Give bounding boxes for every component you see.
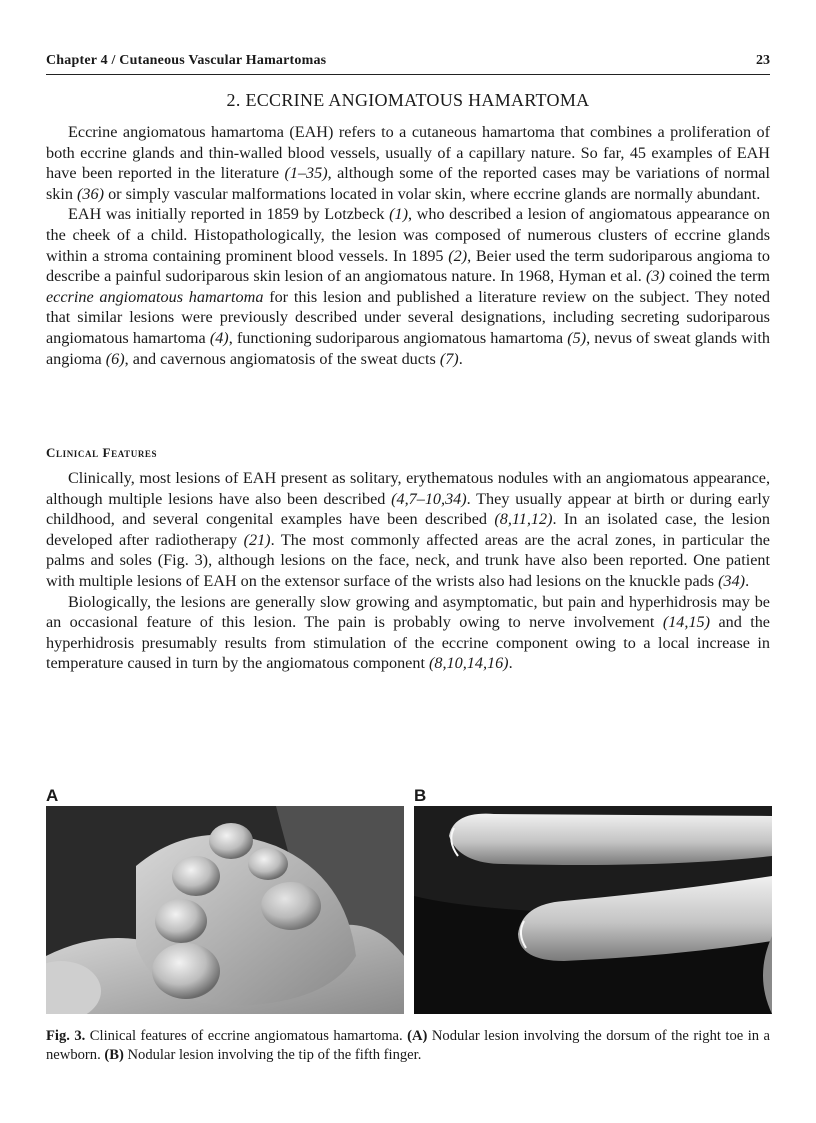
figure-photo-toes xyxy=(46,806,404,1014)
citation: (3) xyxy=(645,267,665,286)
paragraph-4: Biologically, the lesions are generally slow growing and asymptomatic, but pain and hyperhidrosis may be an occasional feature of this lesion. The pain is probably owing to nerve involvement (14,15) and the hyperhidrosis presumably results from stimulation of the eccrine component owing to a local increase in temperature caused in turn by the angiomatous component (8,10,14,16). xyxy=(46,592,770,673)
paragraph-1: Eccrine angiomatous hamartoma (EAH) refers to a cutaneous hamartoma that combines a proliferation of both eccrine glands and thin-walled blood vessels, usually of a capillary nature. So far, 45 examples of EAH have been reported in the literature (1–35), although some of the reported cases may be variations of normal skin (36) or simply vascular malformations located in volar skin, where eccrine glands are normally abundant. xyxy=(46,123,770,203)
toes-illustration xyxy=(46,806,404,1014)
citation: (1) xyxy=(389,205,408,224)
paragraph-3: Clinically, most lesions of EAH present as solitary, erythematous nodules with an angiomatous appearance, although multiple lesions have also been described (4,7–10,34). They usually appear at birth or during early childhood, and several congenital examples have been described (8,11,12). In an isolated case, the lesion developed after radiotherapy (21). The most commonly affected areas are the acral zones, in particular the palms and soles (Fig. 3), although lesions on the face, neck, and trunk have also been reported. One patient with multiple lesions of EAH on the extensor surface of the wrists also had lesions on the knuckle pads (34). xyxy=(46,469,771,590)
citation: (5) xyxy=(567,328,587,347)
citation: (14,15) xyxy=(662,613,711,632)
section-title: 2. ECCRINE ANGIOMATOUS HAMARTOMA xyxy=(226,90,590,110)
paragraph-2: EAH was initially reported in 1859 by Lotzbeck (1), who described a lesion of angiomatous appearance on the cheek of a child. Histopathologically, the lesion was composed of numerous clusters of eccrine glands within a stroma containing prominent blood vessels. In 1895 (2), Beier used the term sudoriparous angioma to describe a painful sudoriparous skin lesion of an angiomatous nature. In 1968, Hyman et al. (3) coined the term eccrine angiomatous hamartoma for this lesion and published a literature review on the subject. They noted that similar lesions were previously described under several designations, including secreting sudoriparous angiomatous hamartoma (4), functioning sudoriparous angiomatous hamartoma (5), nevus of sweat glands with angioma (6), and cavernous angiomatosis of the sweat ducts (7). xyxy=(46,205,770,368)
citation: (8,10,14,16) xyxy=(429,654,509,673)
intro-text xyxy=(46,122,770,369)
citation: (4) xyxy=(209,328,229,347)
running-head xyxy=(46,50,770,75)
citation: (1–35) xyxy=(284,164,328,183)
citation: (36) xyxy=(77,184,105,203)
emphasized-term: eccrine angiomatous hamartoma xyxy=(46,287,264,306)
citation: (2) xyxy=(448,246,468,265)
citation: (8,11,12) xyxy=(494,510,553,529)
citation: (4,7–10,34) xyxy=(391,489,467,508)
figure-caption: Fig. 3. Clinical features of eccrine angiomatous hamartoma. (A) Nodular lesion involving the dorsum of the right toe in a newborn. (B) Nodular lesion involving the tip of the fifth finger. xyxy=(46,1028,770,1063)
figure-label-a: A xyxy=(46,786,59,805)
figure-label-b: B xyxy=(414,786,427,805)
fingers-illustration xyxy=(414,806,772,1014)
subheading-clinical-features: Clinical Features xyxy=(46,445,158,460)
citation: (34) xyxy=(718,571,746,590)
citation: (7) xyxy=(439,349,459,368)
citation: (6) xyxy=(105,349,125,368)
citation: (21) xyxy=(243,530,271,549)
clinical-features-text xyxy=(46,468,770,674)
page-number: 23 xyxy=(756,53,770,68)
chapter-title: Chapter 4 / Cutaneous Vascular Hamartomas xyxy=(46,53,327,68)
figure-photo-fingers xyxy=(414,806,772,1014)
